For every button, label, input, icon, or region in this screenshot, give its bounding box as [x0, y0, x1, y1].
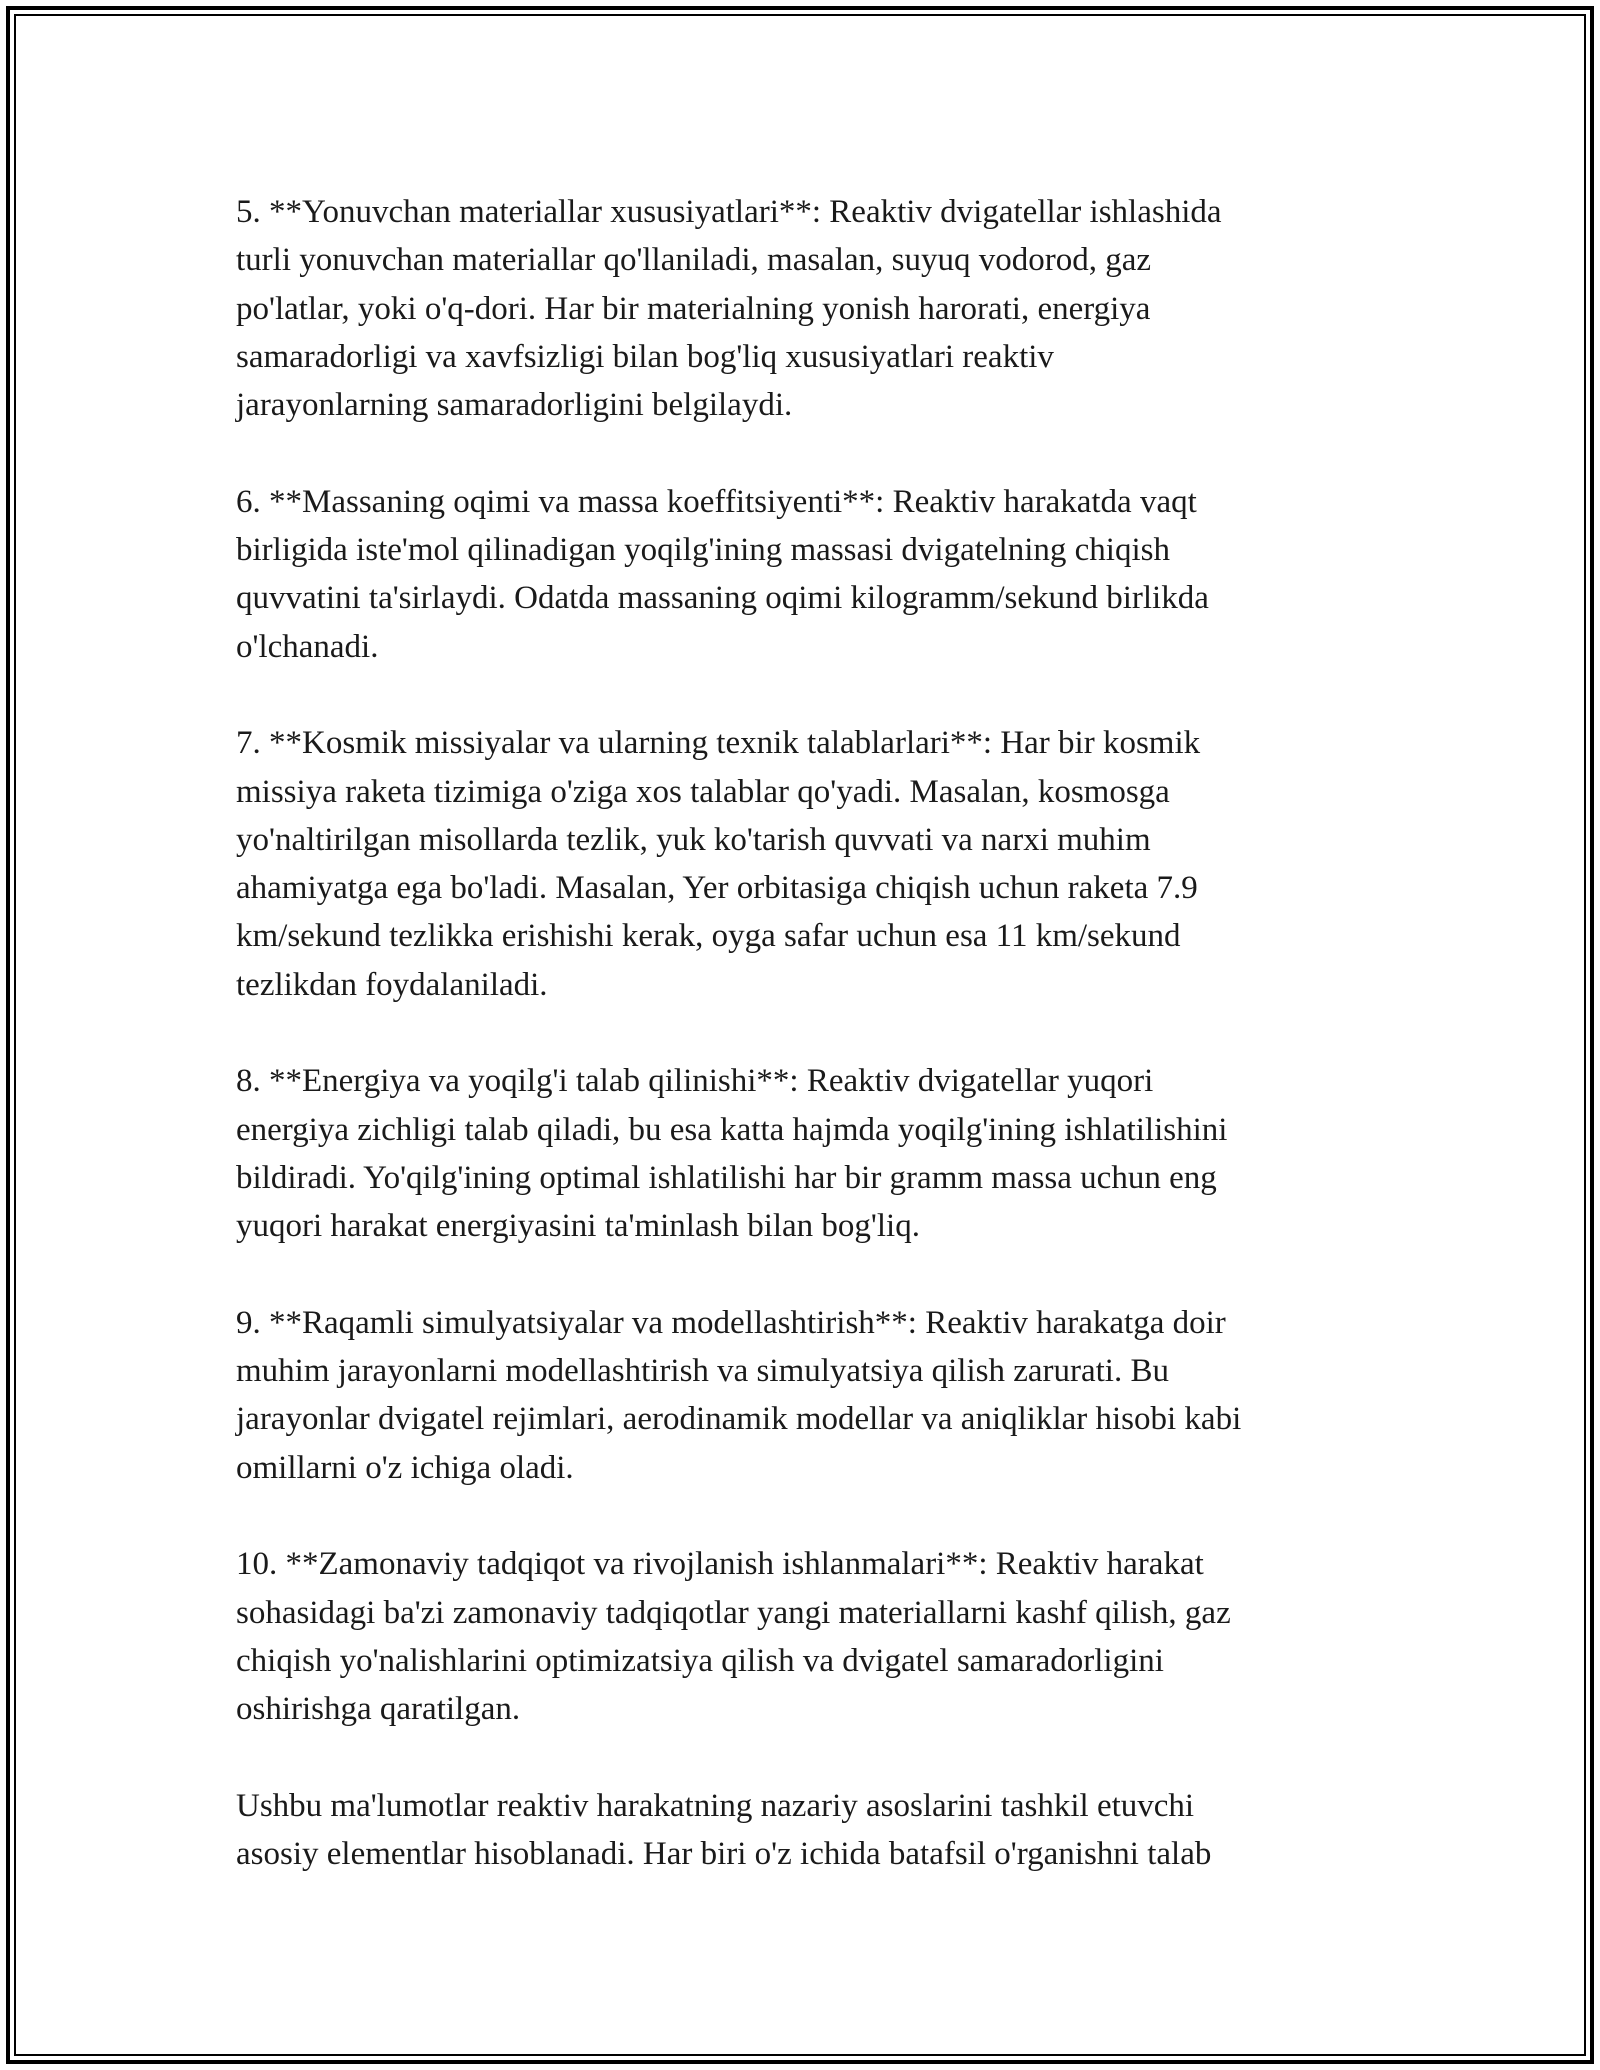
document-body — [236, 188, 1376, 1878]
paragraph-item-6: 6. **Massaning oqimi va massa koeffitsiyenti**: Reaktiv harakatda vaqt birligida iste'mol qilinadigan yoqilg'ining massasi dvigatelning chiqish quvvatini ta'sirlaydi. Odatda massaning oqimi kilogramm/sekund birlikda o'lchanadi. — [236, 483, 1209, 665]
paragraph-item-10: 10. **Zamonaviy tadqiqot va rivojlanish ishlanmalari**: Reaktiv harakat sohasidagi ba'zi zamonaviy tadqiqotlar yangi materiallarni kashf qilish, gaz chiqish yo'nalishlarini optimizatsiya qilish va dvigatel samaradorligini oshirishga qaratilgan. — [236, 1546, 1231, 1728]
paragraph-conclusion: Ushbu ma'lumotlar reaktiv harakatning nazariy asoslarini tashkil etuvchi asosiy elementlar hisoblanadi. Har biri o'z ichida batafsil o'rganishni talab — [236, 1787, 1212, 1873]
paragraph-item-5: 5. **Yonuvchan materiallar xususiyatlari**: Reaktiv dvigatellar ishlashida turli yonuvchan materiallar qo'llaniladi, masalan, suyuq vodorod, gaz po'latlar, yoki o'q-dori. Har bir materialning yonish harorati, energiya samaradorligi va xavfsizligi bilan bog'liq xususiyatlari reaktiv jarayonlarning samaradorligini belgilaydi. — [236, 194, 1222, 424]
paragraph-item-7: 7. **Kosmik missiyalar va ularning texnik talablarlari**: Har bir kosmik missiya raketa tizimiga o'ziga xos talablar qo'yadi. Masalan, kosmosga yo'naltirilgan misollarda tezlik, yuk ko'tarish quvvati va narxi muhim ahamiyatga ega bo'ladi. Masalan, Yer orbitasiga chiqish uchun raketa 7.9 km/sekund tezlikka erishishi kerak, oyga safar uchun esa 11 km/sekund tezlikdan foydalaniladi. — [236, 725, 1201, 1003]
paragraph-item-9: 9. **Raqamli simulyatsiyalar va modellashtirish**: Reaktiv harakatga doir muhim jarayonlarni modellashtirish va simulyatsiya qilish zarurati. Bu jarayonlar dvigatel rejimlari, aerodinamik modellar va aniqliklar hisobi kabi omillarni o'z ichiga oladi. — [236, 1304, 1242, 1486]
paragraph-item-8: 8. **Energiya va yoqilg'i talab qilinishi**: Reaktiv dvigatellar yuqori energiya zichligi talab qiladi, bu esa katta hajmda yoqilg'ining ishlatilishini bildiradi. Yo'qilg'ining optimal ishlatilishi har bir gramm massa uchun eng yuqori harakat energiyasini ta'minlash bilan bog'liq. — [236, 1063, 1228, 1245]
